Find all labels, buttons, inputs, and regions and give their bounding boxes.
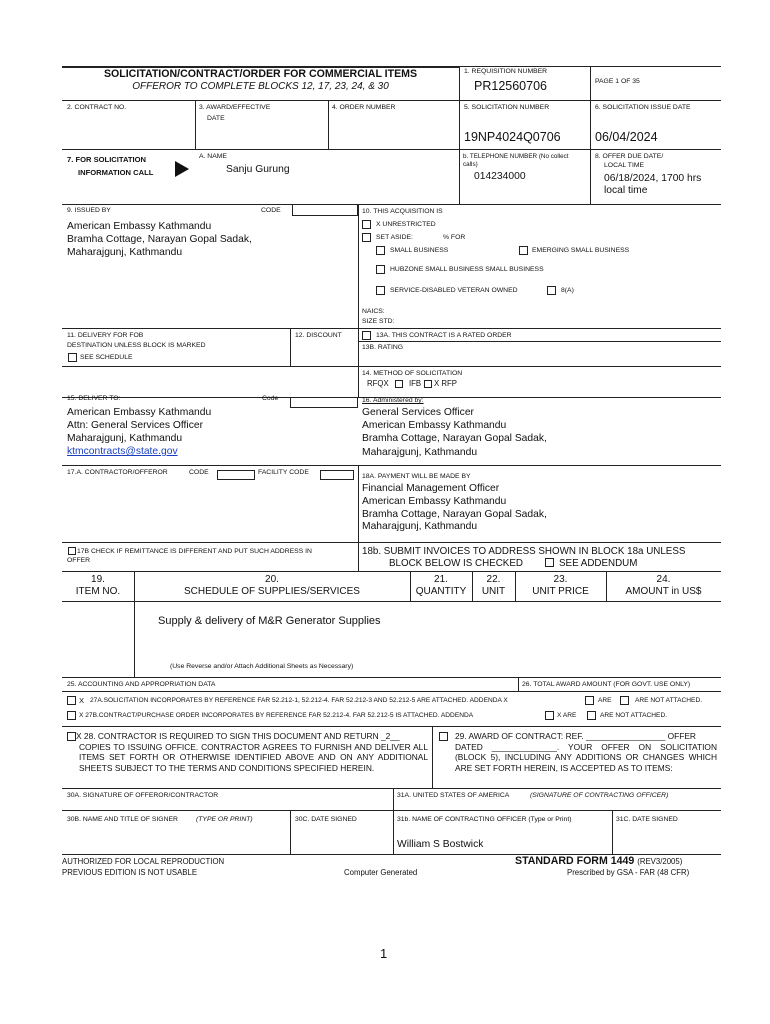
eight-a-checkbox[interactable] [547, 286, 556, 295]
hubzone-label: HUBZONE SMALL BUSINESS SMALL BUSINESS [390, 266, 544, 273]
arrow-right-icon [175, 161, 189, 177]
clause-27a-text: 27A.SOLICITATION INCORPORATES BY REFERENCE FAR 52.212-1, 52.212-4. FAR 52.212-3 AND 52.212-5 ARE ATTACHED. ADDENDA X [90, 697, 508, 704]
deliver-to-line-1: American Embassy Kathmandu [67, 407, 212, 418]
contact-name-label: A. NAME [199, 153, 227, 160]
size-std-label: SIZE STD: [362, 318, 395, 325]
see-schedule-checkbox[interactable] [68, 353, 77, 362]
emerging-small-business-checkbox[interactable] [519, 246, 528, 255]
see-schedule-label: SEE SCHEDULE [80, 354, 133, 361]
info-call-label: 7. FOR SOLICITATION [67, 155, 147, 164]
award-date-label: 3. AWARD/EFFECTIVE [199, 104, 271, 111]
info-call-label-2: INFORMATION CALL [78, 168, 154, 177]
schedule-description: Supply & delivery of M&R Generator Supplies [158, 615, 381, 627]
col-quantity-name: QUANTITY [415, 586, 467, 597]
col-amount [606, 574, 721, 598]
see-addendum-checkbox[interactable] [545, 558, 554, 567]
award-checkbox[interactable] [439, 732, 448, 741]
issued-by-label: 9. ISSUED BY [67, 207, 111, 214]
discount-label: 12. DISCOUNT [295, 332, 342, 339]
page-number: 1 [380, 946, 388, 961]
col-schedule-name: SCHEDULE OF SUPPLIES/SERVICES [184, 586, 360, 597]
addenda-are-label: ARE [598, 697, 612, 704]
remittance-label: 17B CHECK IF REMITTANCE IS DIFFERENT AND PUT SUCH ADDRESS IN [77, 548, 312, 555]
facility-code-box[interactable] [320, 470, 354, 480]
payment-by-line-3: Bramha Cottage, Narayan Gopal Sadak, [362, 509, 547, 520]
form-subtitle: OFFEROR TO COMPLETE BLOCKS 12, 17, 23, 24, & 30 [132, 81, 389, 92]
issued-by-line-3: Maharajgunj, Kathmandu [67, 247, 183, 258]
col-schedule-num: 20. [265, 574, 279, 585]
contractor-sign-body: COPIES TO ISSUING OFFICE. CONTRACTOR AGREES TO FURNISH AND DELIVER ALL ITEMS SET FORTH OR OTHERWISE IDENTIFIED ABOVE AND ON ANY ADDITIONAL SHEETS SUBJECT TO THE TERMS AND CONDITIONS SPECIFIED HEREIN. [79, 741, 428, 773]
delivery-fob-label: 11. DELIVERY FOR FOB [67, 332, 144, 339]
col-amount-name: AMOUNT in US$ [625, 586, 702, 597]
deliver-to-code-box[interactable] [290, 397, 358, 408]
deliver-to-line-2: Attn: General Services Officer [67, 420, 204, 431]
signer-name-italic: (TYPE OR PRINT) [196, 816, 253, 823]
set-aside-label: SET ASIDE: [376, 234, 413, 241]
small-business-checkbox[interactable] [376, 246, 385, 255]
emerging-small-business-label: EMERGING SMALL BUSINESS [532, 247, 630, 254]
unrestricted-label: X UNRESTRICTED [376, 221, 436, 228]
page-count: PAGE 1 OF 35 [595, 78, 640, 85]
solicitation-number: 19NP4024Q0706 [464, 130, 561, 144]
clause-27b-text: X 27B.CONTRACT/PURCHASE ORDER INCORPORATES BY REFERENCE FAR 52.212-4. FAR 52.212-5 IS ATTACHED. ADDENDA [79, 712, 474, 719]
administered-by-line-4: Maharajgunj, Kathmandu [362, 447, 478, 458]
col-quantity [410, 574, 472, 598]
co-name-label: 31b. NAME OF CONTRACTING OFFICER (Type or Print) [397, 816, 572, 823]
rating-label: 13B. RATING [362, 344, 404, 351]
rfp-label: X RFP [434, 379, 457, 388]
award-first-line: 29. AWARD OF CONTRACT: REF. _________________ OFFER [455, 731, 696, 741]
contractor-code-label: CODE [189, 469, 209, 476]
remittance-label-2: OFFER [67, 557, 91, 564]
clause-27a-x: X [79, 696, 85, 705]
addenda-27b-are-checkbox[interactable] [545, 711, 554, 720]
issued-by-line-2: Bramha Cottage, Narayan Gopal Sadak, [67, 234, 252, 245]
administered-by-line-3: Bramha Cottage, Narayan Gopal Sadak, [362, 433, 547, 444]
addenda-not-checkbox[interactable] [620, 696, 629, 705]
administered-by-line-2: American Embassy Kathmandu [362, 420, 507, 431]
offeror-signature-label: 30A. SIGNATURE OF OFFEROR/CONTRACTOR [67, 792, 219, 799]
clause-27a-checkbox[interactable] [67, 696, 76, 705]
submit-invoices-label-2: BLOCK BELOW IS CHECKED [389, 558, 523, 569]
rated-order-label: 13A. THIS CONTRACT IS A RATED ORDER [376, 332, 512, 339]
remittance-checkbox[interactable] [68, 547, 76, 555]
contractor-label: 17.A. CONTRACTOR/OFFEROR [67, 469, 168, 476]
addenda-not-label: ARE NOT ATTACHED. [635, 697, 703, 704]
col-unit-price-num: 23. [553, 574, 568, 585]
deliver-to-label: 15. DELIVER TO: [67, 395, 121, 402]
administered-by-label: 16. Administered by: [362, 397, 424, 404]
solicitation-number-label: 5. SOLICITATION NUMBER [464, 104, 550, 111]
ifb-checkbox[interactable] [424, 380, 432, 388]
col-unit-price [515, 574, 606, 598]
contract-no-label: 2. CONTRACT NO. [67, 104, 127, 111]
telephone-label: b. TELEPHONE NUMBER (No collect [463, 153, 569, 160]
deliver-to-line-3: Maharajgunj, Kathmandu [67, 433, 183, 444]
form-number [515, 855, 682, 867]
addenda-27b-not-label: ARE NOT ATTACHED. [600, 712, 668, 719]
computer-generated: Computer Generated [344, 868, 418, 877]
prescribed-by: Prescribed by GSA - FAR (48 CFR) [567, 868, 690, 877]
col-unit-price-name: UNIT PRICE [532, 586, 589, 597]
usa-signature-label: 31A. UNITED STATES OF AMERICA [397, 792, 510, 799]
co-date-signed-label: 31C. DATE SIGNED [616, 816, 678, 823]
co-signature-italic: (SIGNATURE OF CONTRACTING OFFICER) [530, 792, 669, 799]
issue-date-label: 6. SOLICITATION ISSUE DATE [595, 104, 691, 111]
naics-label: NAICS: [362, 308, 385, 315]
accounting-data-label: 25. ACCOUNTING AND APPROPRIATION DATA [67, 681, 216, 688]
previous-edition-note: PREVIOUS EDITION IS NOT USABLE [62, 868, 198, 877]
addenda-27b-not-checkbox[interactable] [587, 711, 596, 720]
requisition-number-label: 1. REQUISITION NUMBER [464, 68, 548, 75]
award-body: DATED ______________. YOUR OFFER ON SOLICITATION (BLOCK 5), INCLUDING ANY ADDITIONS OR CHANGES WHICH ARE SET FORTH HEREIN, IS ACCEPTED AS TO ITEMS: [455, 741, 717, 773]
col-amount-num: 24. [656, 574, 671, 585]
ifb-label: IFB [409, 379, 422, 388]
issued-by-code-box[interactable] [292, 204, 358, 216]
delivery-fob-label-2: DESTINATION UNLESS BLOCK IS MARKED [67, 342, 206, 349]
col-item-no [62, 574, 134, 598]
form-title: SOLICITATION/CONTRACT/ORDER FOR COMMERCIAL ITEMS [103, 68, 418, 80]
col-item-no-name: ITEM NO. [75, 586, 121, 597]
col-unit-name: UNIT [481, 586, 506, 597]
authorized-reproduction: AUTHORIZED FOR LOCAL REPRODUCTION [62, 857, 225, 866]
reverse-sheet-note: (Use Reverse and/or Attach Additional Sheets as Necessary) [170, 663, 354, 670]
acquisition-label: 10. THIS ACQUISITION IS [362, 208, 443, 215]
col-quantity-num: 21. [434, 574, 448, 585]
contractor-code-box[interactable] [217, 470, 255, 480]
contractor-sign-first-line: X 28. CONTRACTOR IS REQUIRED TO SIGN THIS DOCUMENT AND RETURN _2__ [76, 731, 400, 741]
payment-by-label: 18A. PAYMENT WILL BE MADE BY [362, 473, 471, 480]
see-addendum-label: SEE ADDENDUM [559, 558, 638, 569]
offeror-date-signed-label: 30C. DATE SIGNED [295, 816, 357, 823]
submit-invoices-label: 18b. SUBMIT INVOICES TO ADDRESS SHOWN IN BLOCK 18a UNLESS [362, 546, 686, 557]
deliver-to-code-label: Code [262, 395, 279, 402]
issued-by-line-1: American Embassy Kathmandu [67, 221, 212, 232]
offer-due-time: local time [604, 185, 648, 196]
form-revision: (REV3/2005) [637, 857, 683, 866]
co-name: William S Bostwick [397, 839, 484, 850]
hubzone-checkbox[interactable] [376, 265, 385, 274]
issue-date: 06/04/2024 [595, 130, 658, 144]
addenda-are-checkbox[interactable] [585, 696, 594, 705]
payment-by-line-1: Financial Management Officer [362, 483, 500, 494]
form-number-text: STANDARD FORM 1449 [515, 855, 635, 867]
unrestricted-checkbox[interactable] [362, 220, 371, 229]
contact-name: Sanju Gurung [226, 164, 290, 175]
col-item-no-num: 19. [91, 574, 105, 585]
percent-for-label: % FOR [443, 234, 466, 241]
signer-name-label: 30B. NAME AND TITLE OF SIGNER [67, 816, 178, 823]
clause-27b-checkbox[interactable] [67, 711, 76, 720]
payment-by-line-4: Maharajgunj, Kathmandu [362, 521, 478, 532]
small-business-label: SMALL BUSINESS [390, 247, 449, 254]
rfq-label: RFQX [367, 379, 389, 388]
telephone-number: 014234000 [474, 171, 526, 182]
requisition-number: PR12560706 [474, 79, 547, 93]
sdvosb-checkbox[interactable] [376, 286, 385, 295]
administered-by-line-1: General Services Officer [362, 407, 474, 418]
issued-by-code-label: CODE [261, 207, 281, 214]
col-unit-num: 22. [486, 574, 501, 585]
set-aside-checkbox[interactable] [362, 233, 371, 242]
order-number-label: 4. ORDER NUMBER [332, 104, 396, 111]
offer-due-date: 06/18/2024, 1700 hrs [604, 173, 702, 184]
sdvosb-label: SERVICE-DISABLED VETERAN OWNED [390, 287, 518, 294]
offer-due-label: 8. OFFER DUE DATE/ [595, 153, 664, 160]
facility-code-label: FACILITY CODE [258, 469, 309, 476]
award-date-label-2: DATE [207, 115, 225, 122]
payment-by-line-2: American Embassy Kathmandu [362, 496, 507, 507]
total-award-label: 26. TOTAL AWARD AMOUNT (FOR GOVT. USE ONLY) [522, 681, 691, 688]
contracts-email-link[interactable]: ktmcontracts@state.gov [67, 446, 178, 457]
eight-a-label: 8(A) [561, 287, 574, 294]
telephone-label-2: calls) [463, 161, 478, 168]
col-unit [472, 574, 515, 598]
solicitation-method-label: 14. METHOD OF SOLICITATION [362, 370, 463, 377]
addenda-27b-are-label: X ARE [557, 712, 577, 719]
col-schedule [134, 574, 410, 598]
rfq-checkbox[interactable] [395, 380, 403, 388]
offer-due-label-2: LOCAL TIME [604, 162, 645, 169]
contractor-sign-checkbox[interactable] [67, 732, 76, 741]
rated-order-checkbox[interactable] [362, 331, 371, 340]
